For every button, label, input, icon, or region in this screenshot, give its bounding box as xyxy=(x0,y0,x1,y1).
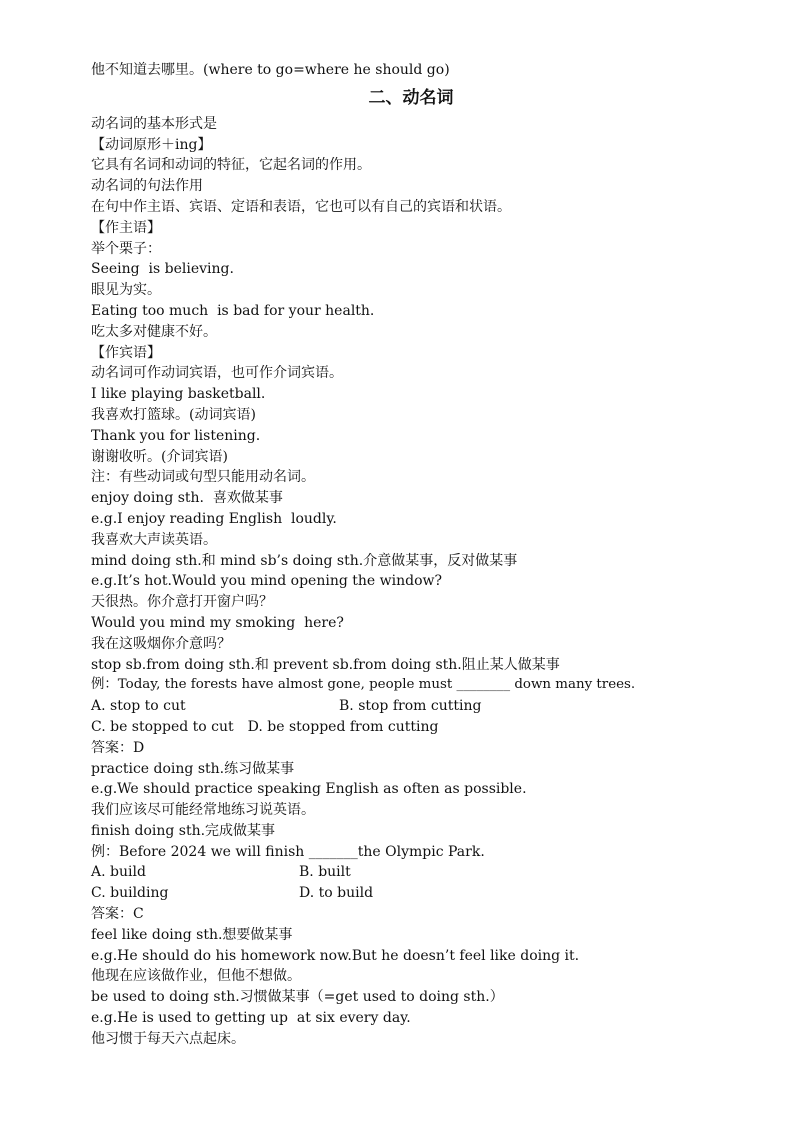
text-line: 天很热。你介意打开窗户吗？ xyxy=(91,594,273,611)
text-line: 我在这吸烟你介意吗？ xyxy=(91,635,231,652)
choice-option: A. build xyxy=(91,864,146,881)
text-line: 他习惯于每天六点起床。 xyxy=(91,1030,245,1047)
text-line: 动名词可作动词宾语，也可作介词宾语。 xyxy=(91,365,343,382)
text-line: 谢谢收听。(介词宾语) xyxy=(91,448,228,465)
choice-row xyxy=(91,862,731,883)
text-line: Eating too much is bad for your health. xyxy=(91,302,375,319)
choice-option: A. stop to cut xyxy=(91,698,186,715)
text-line: mind doing sth.和 mind sb’s doing sth.介意做某事，反对做某事 xyxy=(91,552,518,569)
text-line: 他不知道去哪里。(where to go=where he should go) xyxy=(91,62,450,78)
choice-option: B. stop from cutting xyxy=(339,698,482,715)
text-line: stop sb.from doing sth.和 prevent sb.from doing sth.阻止某人做某事 xyxy=(91,656,560,673)
text-line: 【作主语】 xyxy=(91,219,161,236)
text-line: finish doing sth.完成做某事 xyxy=(91,822,276,839)
choice-row xyxy=(91,696,731,717)
question-line: 例：Before 2024 we will finish _______the Olympic Park. xyxy=(91,843,485,860)
text-line: 眼见为实。 xyxy=(91,282,161,299)
text-line: 他现在应该做作业，但他不想做。 xyxy=(91,968,301,985)
text-line: 吃太多对健康不好。 xyxy=(91,323,217,340)
text-line: Thank you for listening. xyxy=(91,427,261,444)
text-line: 举个栗子： xyxy=(91,240,161,257)
choice-option: C. building xyxy=(91,885,169,902)
choice-option: C. be stopped to cut xyxy=(91,718,234,735)
text-line: 在句中作主语、宾语、定语和表语，它也可以有自己的宾语和状语。 xyxy=(91,198,511,215)
text-line: e.g.We should practice speaking English as often as possible. xyxy=(91,781,527,798)
question-line: 例：Today, the forests have almost gone, people must ________ down many trees. xyxy=(91,677,636,693)
choice-option: D. be stopped from cutting xyxy=(247,718,439,735)
text-line: e.g.I enjoy reading English loudly. xyxy=(91,510,337,527)
text-line: 我喜欢打篮球。(动词宾语) xyxy=(91,406,256,423)
text-line: 【作宾语】 xyxy=(91,344,161,361)
section-heading: 二、动名词 xyxy=(368,87,454,108)
document-page xyxy=(91,60,731,1050)
text-line: e.g.He should do his homework now.But he doesn’t feel like doing it. xyxy=(91,947,580,964)
section-a xyxy=(91,114,731,696)
section-c xyxy=(91,904,731,1050)
choice-option: B. built xyxy=(299,864,351,881)
text-line: I like playing basketball. xyxy=(91,386,266,403)
text-line: 【动词原形＋ing】 xyxy=(91,136,212,153)
choice-row xyxy=(91,883,731,904)
text-line: feel like doing sth.想要做某事 xyxy=(91,926,293,943)
text-line: 答案：D xyxy=(91,739,145,756)
text-line: e.g.He is used to getting up at six every day. xyxy=(91,1010,411,1027)
text-line: 答案：C xyxy=(91,906,144,923)
text-line: e.g.It’s hot.Would you mind opening the window? xyxy=(91,573,443,590)
text-line: be used to doing sth.习惯做某事（=get used to doing sth.） xyxy=(91,989,504,1006)
text-line: enjoy doing sth. 喜欢做某事 xyxy=(91,490,283,507)
choice-row xyxy=(91,717,731,738)
text-line: 动名词的句法作用 xyxy=(91,178,203,195)
section-b xyxy=(91,738,731,863)
choice-option: D. to build xyxy=(299,885,374,902)
text-line: 我们应该尽可能经常地练习说英语。 xyxy=(91,802,315,819)
text-line: 注：有些动词或句型只能用动名词。 xyxy=(91,469,315,486)
text-line: 动名词的基本形式是 xyxy=(91,115,217,132)
text-line: Seeing is believing. xyxy=(91,261,234,278)
text-line: Would you mind my smoking here? xyxy=(91,614,344,631)
text-line: 它具有名词和动词的特征，它起名词的作用。 xyxy=(91,157,371,174)
text-line: practice doing sth.练习做某事 xyxy=(91,760,295,777)
text-line: 我喜欢大声读英语。 xyxy=(91,531,217,548)
